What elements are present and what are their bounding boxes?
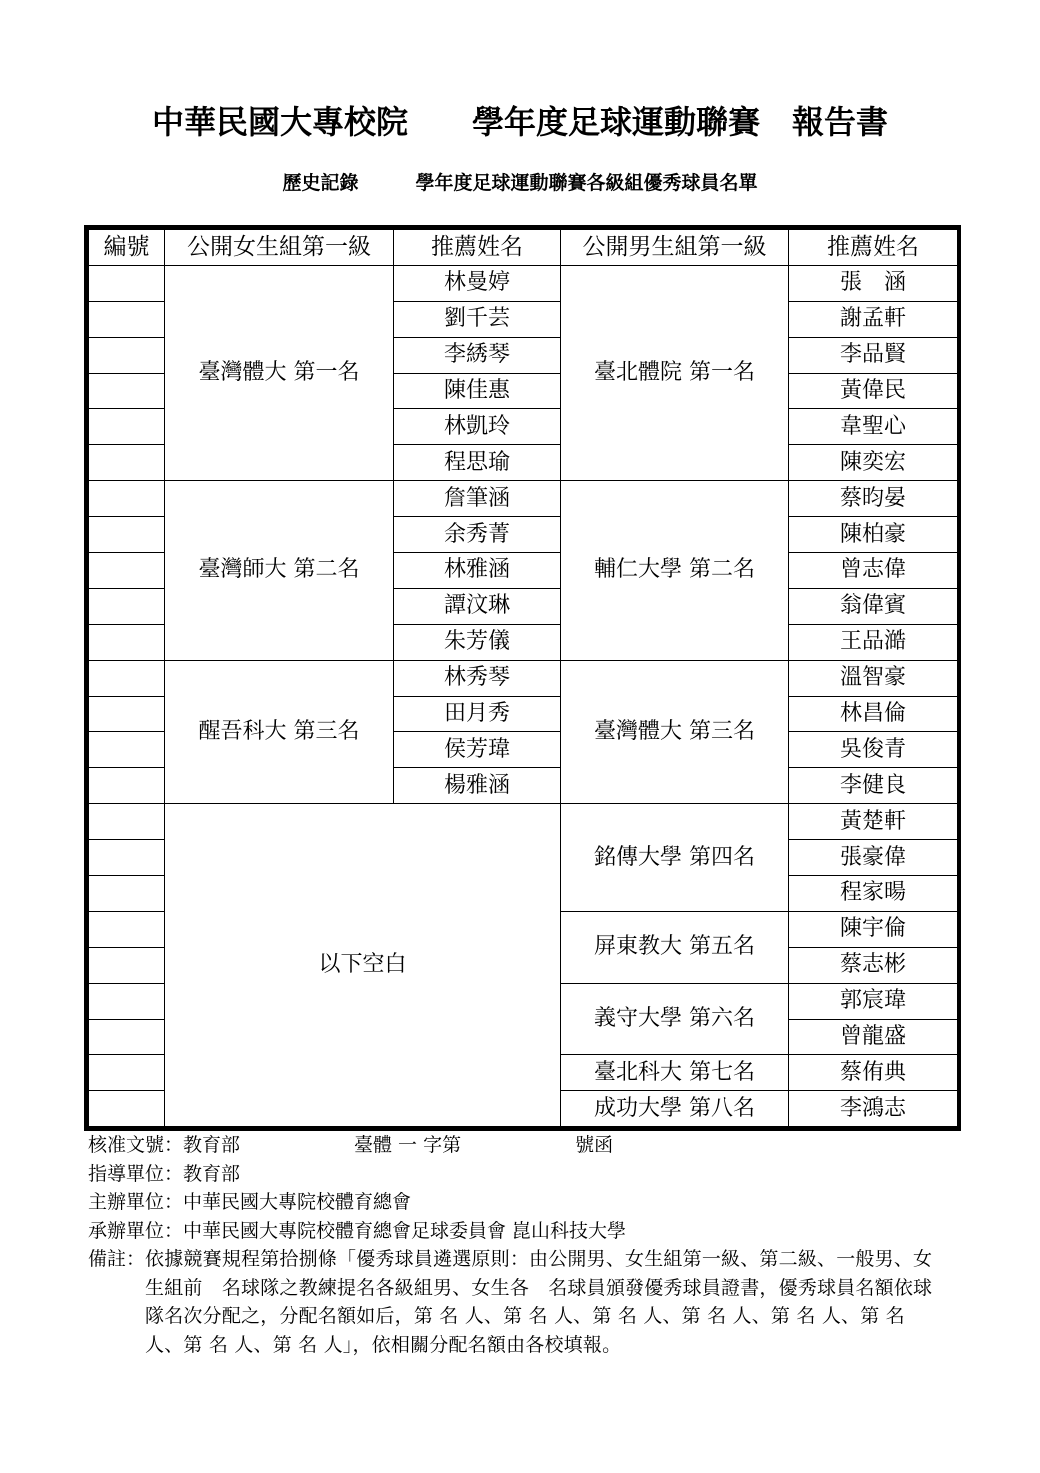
header-women-names: 推薦姓名 — [394, 230, 561, 266]
men-player-cell: 張豪偉 — [789, 840, 958, 876]
row-number-cell — [89, 588, 165, 624]
row-number-cell — [89, 265, 165, 301]
men-player-cell: 郭宸瑋 — [789, 983, 958, 1019]
men-player-cell: 曾龍盛 — [789, 1019, 958, 1055]
organizer-line: 主辦單位：中華民國大專院校體育總會 — [88, 1191, 412, 1213]
table-row — [89, 265, 958, 301]
women-player-cell: 劉千芸 — [394, 301, 561, 337]
notes-section — [88, 1131, 968, 1359]
roster-body — [89, 265, 958, 1126]
men-team-cell: 臺北科大 第七名 — [561, 1055, 789, 1091]
row-number-cell — [89, 481, 165, 517]
header-number: 編號 — [89, 230, 165, 266]
men-team-cell: 輔仁大學 第二名 — [561, 481, 789, 660]
men-player-cell: 程家暘 — [789, 876, 958, 912]
row-number-cell — [89, 840, 165, 876]
women-player-cell: 林秀琴 — [394, 660, 561, 696]
header-women-group: 公開女生組第一級 — [165, 230, 394, 266]
row-number-cell — [89, 660, 165, 696]
men-player-cell: 溫智豪 — [789, 660, 958, 696]
report-title: 中華民國大專校院 學年度足球運動聯賽 報告書 — [151, 103, 888, 141]
remark-label: 備註： — [88, 1248, 146, 1270]
men-team-cell: 義守大學 第六名 — [561, 983, 789, 1055]
men-player-cell: 吳俊青 — [789, 732, 958, 768]
row-number-cell — [89, 409, 165, 445]
women-player-cell: 陳佳惠 — [394, 373, 561, 409]
guidance-line: 指導單位：教育部 — [88, 1162, 241, 1185]
host-line: 承辦單位：中華民國大專院校體育總會足球委員會 崑山科技大學 — [88, 1219, 627, 1242]
row-number-cell — [89, 337, 165, 373]
women-player-cell: 程思瑜 — [394, 445, 561, 481]
men-team-cell: 臺北體院 第一名 — [561, 265, 789, 480]
row-number-cell — [89, 696, 165, 732]
approval-line: 核准文號：教育部 臺體 一 字第 號函 — [88, 1134, 614, 1156]
men-player-cell: 黃楚軒 — [789, 804, 958, 840]
row-number-cell — [89, 1019, 165, 1055]
women-player-cell: 朱芳儀 — [394, 624, 561, 660]
women-player-cell: 余秀菁 — [394, 517, 561, 553]
women-team-cell: 臺灣體大 第一名 — [165, 265, 394, 480]
row-number-cell — [89, 624, 165, 660]
women-team-cell: 醒吾科大 第三名 — [165, 660, 394, 804]
row-number-cell — [89, 911, 165, 947]
row-number-cell — [89, 373, 165, 409]
row-number-cell — [89, 804, 165, 840]
women-player-cell: 譚汶琳 — [394, 588, 561, 624]
women-player-cell: 詹筆涵 — [394, 481, 561, 517]
row-number-cell — [89, 983, 165, 1019]
men-team-cell: 成功大學 第八名 — [561, 1091, 789, 1127]
women-player-cell: 林凱玲 — [394, 409, 561, 445]
row-number-cell — [89, 301, 165, 337]
men-player-cell: 陳柏豪 — [789, 517, 958, 553]
row-number-cell — [89, 517, 165, 553]
remark-text: 依據競賽規程第拾捌條「優秀球員遴選原則：由公開男、女生組第一級、第二級、一般男、女生組前 名球隊之教練提名各級組男、女生各 名球員頒發優秀球員證書，優秀球員名額依球隊名次分配之，分配名額如后，第 名 人、第 名 人、第 名 人、第 名 人、第 名 人、第 名 人、第 名 人、第 名 人」，依相關分配名額由各校填報。 — [145, 1248, 933, 1356]
women-player-cell: 田月秀 — [394, 696, 561, 732]
men-player-cell: 李品賢 — [789, 337, 958, 373]
men-player-cell: 陳奕宏 — [789, 445, 958, 481]
women-player-cell: 侯芳瑋 — [394, 732, 561, 768]
row-number-cell — [89, 445, 165, 481]
roster-table — [88, 229, 958, 1127]
women-blank-cell: 以下空白 — [165, 804, 561, 1127]
men-player-cell: 蔡昀晏 — [789, 481, 958, 517]
header-row — [89, 230, 958, 266]
row-number-cell — [89, 876, 165, 912]
men-player-cell: 李健良 — [789, 768, 958, 804]
men-player-cell: 曾志偉 — [789, 553, 958, 589]
row-number-cell — [89, 732, 165, 768]
row-number-cell — [89, 1091, 165, 1127]
men-player-cell: 張 涵 — [789, 265, 958, 301]
row-number-cell — [89, 768, 165, 804]
men-team-cell: 銘傳大學 第四名 — [561, 804, 789, 912]
men-player-cell: 蔡侑典 — [789, 1055, 958, 1091]
men-player-cell: 李鴻志 — [789, 1091, 958, 1127]
header-men-group: 公開男生組第一級 — [561, 230, 789, 266]
men-player-cell: 韋聖心 — [789, 409, 958, 445]
row-number-cell — [89, 553, 165, 589]
row-number-cell — [89, 947, 165, 983]
report-subtitle: 歷史記錄 學年度足球運動聯賽各級組優秀球員名單 — [282, 172, 758, 194]
women-team-cell: 臺灣師大 第二名 — [165, 481, 394, 660]
table-row — [89, 481, 958, 517]
men-player-cell: 謝孟軒 — [789, 301, 958, 337]
women-player-cell: 林雅涵 — [394, 553, 561, 589]
men-player-cell: 王品澔 — [789, 624, 958, 660]
men-player-cell: 黃偉民 — [789, 373, 958, 409]
men-player-cell: 翁偉賓 — [789, 588, 958, 624]
row-number-cell — [89, 1055, 165, 1091]
women-player-cell: 李綉琴 — [394, 337, 561, 373]
table-row — [89, 660, 958, 696]
men-team-cell: 臺灣體大 第三名 — [561, 660, 789, 804]
men-player-cell: 陳宇倫 — [789, 911, 958, 947]
men-player-cell: 蔡志彬 — [789, 947, 958, 983]
remark-block — [88, 1245, 968, 1359]
table-row — [89, 804, 958, 840]
men-team-cell: 屏東教大 第五名 — [561, 911, 789, 983]
men-player-cell: 林昌倫 — [789, 696, 958, 732]
women-player-cell: 林曼婷 — [394, 265, 561, 301]
women-player-cell: 楊雅涵 — [394, 768, 561, 804]
header-men-names: 推薦姓名 — [789, 230, 958, 266]
